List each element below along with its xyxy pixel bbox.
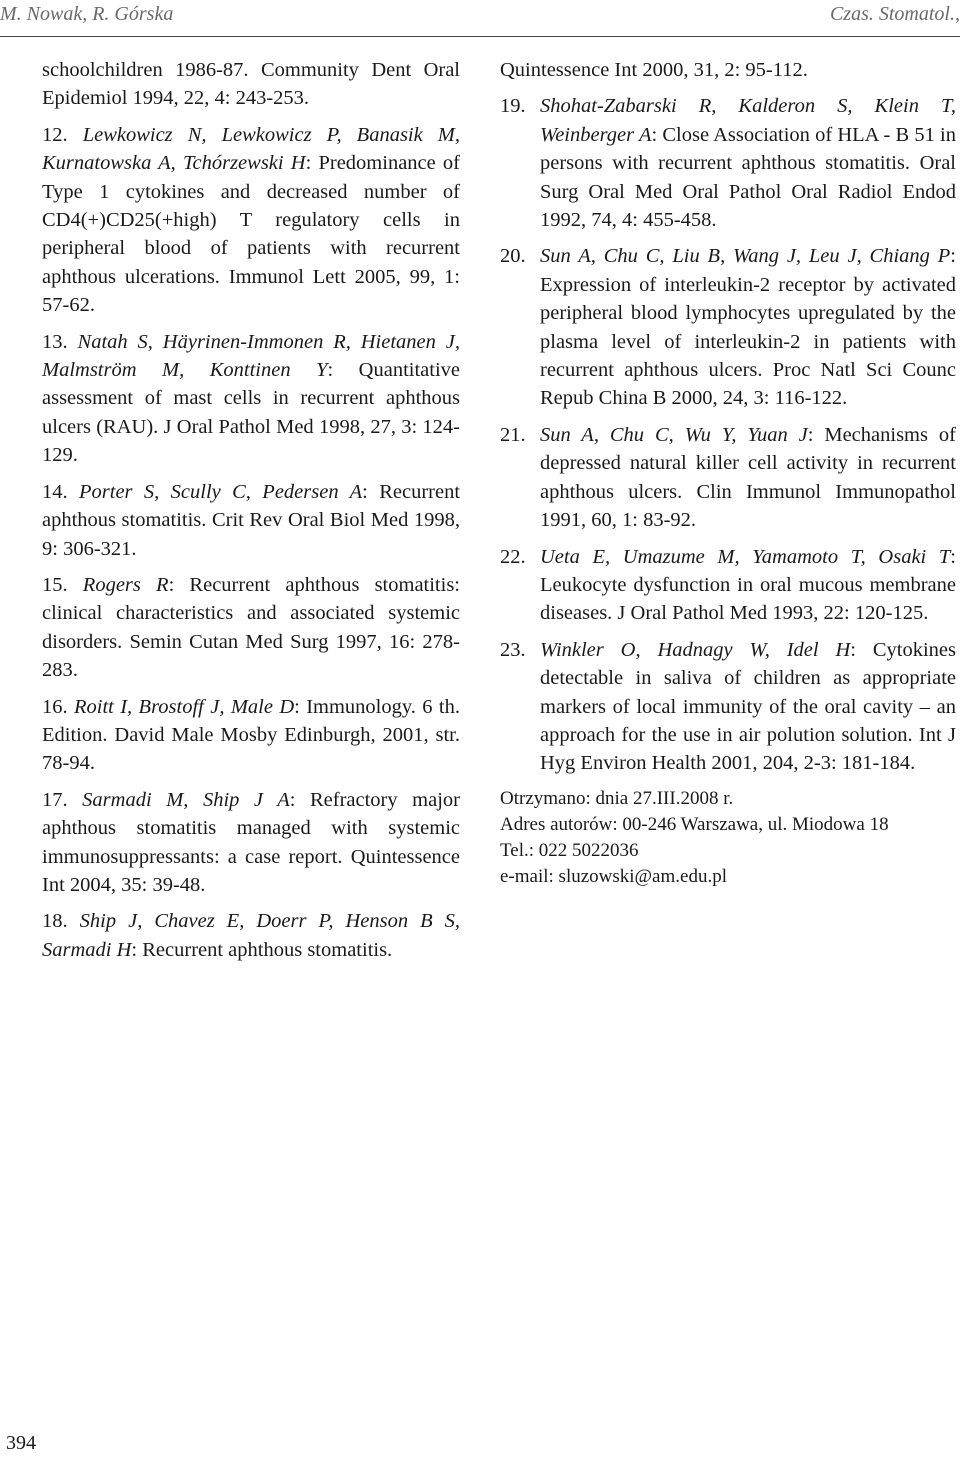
left-column <box>42 56 460 972</box>
reference-text: : Mechanisms of depressed natural killer cell activity in recurrent aphthous ulcers. Clin Immunol Immunopathol 1991, 60, 1: 83-92. <box>540 423 956 532</box>
reference-number: 15. <box>42 573 68 596</box>
author-email: e-mail: sluzowski@am.edu.pl <box>500 865 727 887</box>
reference-number: 22. <box>500 545 526 568</box>
reference-authors: Lewkowicz N, Lewkowicz P, Banasik M, Kurnatowska A, Tchórzewski H <box>42 123 460 175</box>
reference-22 <box>500 543 956 628</box>
reference-number: 21. <box>500 423 526 446</box>
author-phone: Tel.: 022 5022036 <box>500 839 639 861</box>
reference-text: : Recurrent aphthous stomatitis. <box>131 938 393 961</box>
reference-authors: Sarmadi M, Ship J A <box>82 788 290 811</box>
reference-13 <box>42 328 460 470</box>
reference-19 <box>500 92 956 234</box>
reference-number: 13. <box>42 330 68 353</box>
reference-23 <box>500 636 956 778</box>
reference-text: : Expression of interleukin-2 receptor by activated peripheral blood lymphocytes upregulated by the plasma level of interleukin-2 in patients with recurrent aphthous ulcers. Proc Natl Sci Counc Repub China B 2000, 24, 3: 116-122. <box>540 245 956 410</box>
reference-12 <box>42 121 460 320</box>
reference-text: : Cytokines detectable in saliva of children as appropriate markers of local immunity of the oral cavity – an approach for the use in air polution solution. Int J Hyg Environ Health 2001, 204, 2-3: 181-184. <box>540 638 957 775</box>
header-journal: Czas. Stomatol., <box>829 3 960 25</box>
reference-21 <box>500 421 956 535</box>
right-column <box>500 56 956 890</box>
reference-16 <box>42 693 460 778</box>
reference-number: 19. <box>500 95 526 118</box>
reference-15 <box>42 571 460 685</box>
reference-text: : Refractory major aphthous stomatitis managed with systemic immunosuppressants: a case report. Quintessence Int 2004, 35: 39-48. <box>42 788 460 896</box>
reference-number: 18. <box>42 910 68 933</box>
reference-authors: Ship J, Chavez E, Doerr P, Henson B S, Sarmadi H <box>42 910 461 961</box>
reference-continuation: Quintessence Int 2000, 31, 2: 95-112. <box>500 59 808 81</box>
reference-number: 12. <box>42 123 68 146</box>
reference-authors: Sun A, Chu C, Wu Y, Yuan J <box>540 423 808 446</box>
reference-authors: Natah S, Häyrinen-Immonen R, Hietanen J, Malmström M, Konttinen Y <box>42 330 461 382</box>
running-header <box>0 0 960 37</box>
reference-text: : Quantitative assessment of mast cells in recurrent aphthous ulcers (RAU). J Oral Pathol Med 1998, 27, 3: 124-129. <box>42 359 461 467</box>
reference-text: : Predominance of Type 1 cytokines and decreased number of CD4(+)CD25(+high) T regulatory cells in peripheral blood of patients with recurrent aphthous ulcerations. Immunol Lett 2005, 99, 1: 57-62. <box>42 152 460 317</box>
reference-20 <box>500 242 956 412</box>
reference-authors: Roitt I, Brostoff J, Male D <box>74 695 295 718</box>
reference-authors: Winkler O, Hadnagy W, Idel H <box>540 638 851 661</box>
reference-text: : Leukocyte dysfunction in oral mucous membrane diseases. J Oral Pathol Med 1993, 22: 120-125. <box>540 545 956 625</box>
reference-authors: Sun A, Chu C, Liu B, Wang J, Leu J, Chiang P <box>540 245 951 268</box>
reference-number: 17. <box>42 788 68 811</box>
reference-text: : Recurrent aphthous stomatitis: clinical characteristics and associated systemic disorders. Semin Cutan Med Surg 1997, 16: 278-283. <box>42 573 461 682</box>
header-authors: M. Nowak, R. Górska <box>0 3 174 25</box>
reference-text: : Immunology. 6 th. Edition. David Male Mosby Edinburgh, 2001, str. 78-94. <box>42 695 460 775</box>
reference-authors: Ueta E, Umazume M, Yamamoto T, Osaki T <box>540 545 951 568</box>
reference-authors: Porter S, Scully C, Pedersen A <box>79 480 363 503</box>
reference-authors: Shohat-Zabarski R, Kalderon S, Klein T, Weinberger A <box>540 95 956 146</box>
reference-number: 14. <box>42 480 68 503</box>
author-address: Adres autorów: 00-246 Warszawa, ul. Miodowa 18 <box>500 813 889 835</box>
reference-text: : Close Association of HLA - B 51 in persons with recurrent aphthous stomatitis. Oral Surg Oral Med Oral Pathol Oral Radiol Endod 1992, 74, 4: 455-458. <box>540 123 956 232</box>
reference-number: 20. <box>500 245 526 268</box>
correspondence-block <box>500 786 956 890</box>
reference-continuation: schoolchildren 1986-87. Community Dent Oral Epidemiol 1994, 22, 4: 243-253. <box>42 59 460 110</box>
reference-authors: Rogers R <box>82 573 169 596</box>
reference-text: : Recurrent aphthous stomatitis. Crit Rev Oral Biol Med 1998, 9: 306-321. <box>42 480 461 560</box>
reference-14 <box>42 478 460 563</box>
page-number: 394 <box>6 1432 36 1454</box>
reference-17 <box>42 786 460 900</box>
reference-number: 16. <box>42 695 68 718</box>
reference-number: 23. <box>500 638 526 661</box>
received-date: Otrzymano: dnia 27.III.2008 r. <box>500 787 734 809</box>
reference-18 <box>42 907 460 964</box>
